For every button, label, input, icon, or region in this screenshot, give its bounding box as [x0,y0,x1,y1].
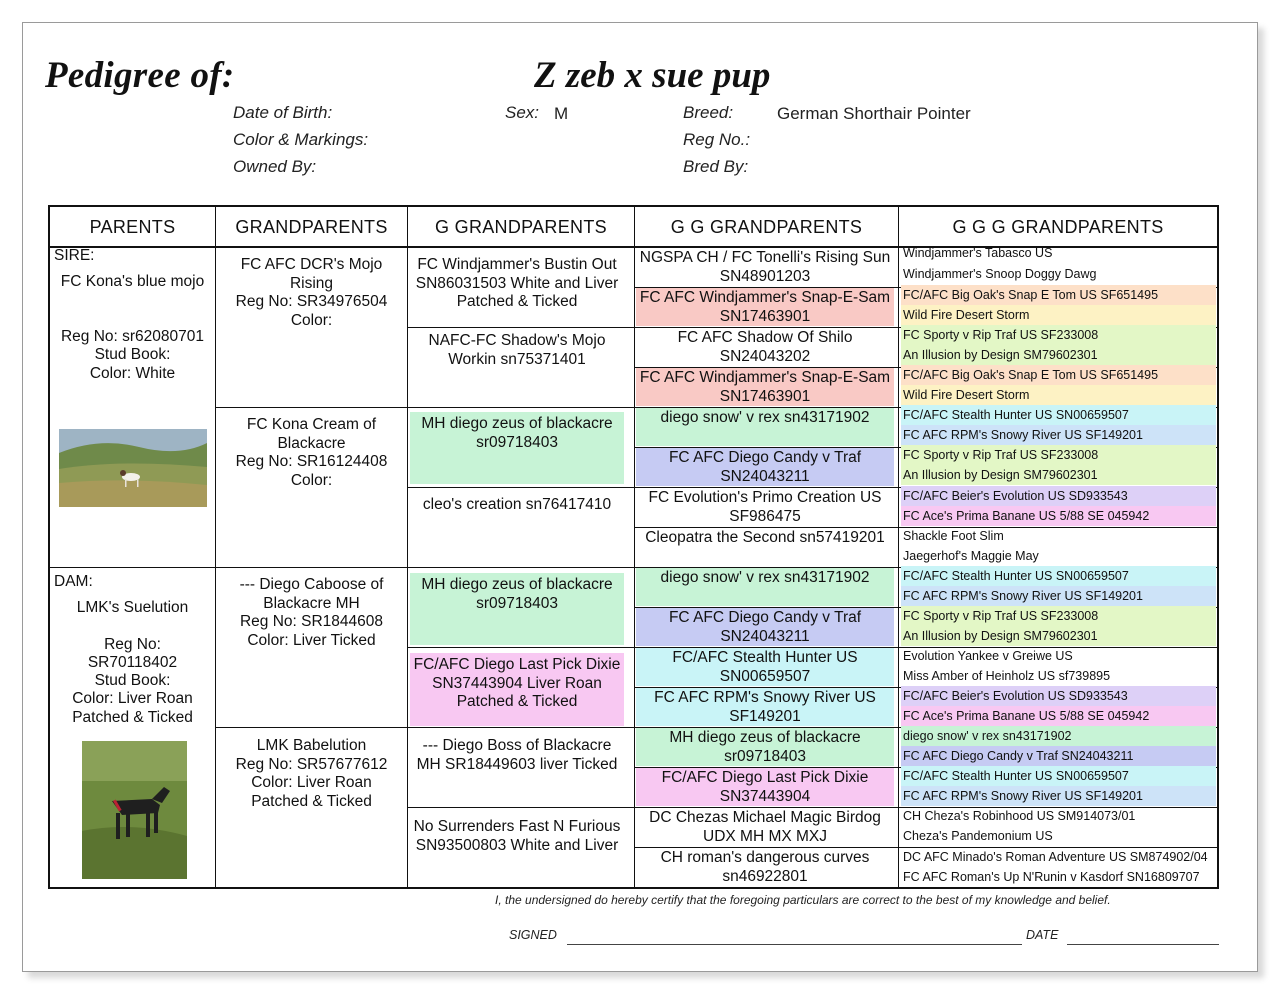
gg-grandparent-8: Cleopatra the Second sn57419201 [645,529,885,546]
sire-name: FC Kona's blue mojo [60,273,205,290]
signature-line[interactable] [567,944,1022,945]
header-parents: PARENTS [89,216,176,237]
ggg-grandparent-10: FC AFC RPM's Snowy River US SF149201 [901,425,1216,445]
sex-label: Sex: [505,103,540,122]
ggg-grandparent-31: DC AFC Minado's Roman Adventure US SM874902/04 [903,850,1208,864]
ggg-grandparent-2: Windjammer's Snoop Doggy Dawg [903,267,1097,281]
g-grandparent-2: NAFC-FC Shadow's Mojo Workin sn75371401 [428,332,606,368]
ggg-grandparent-4: Wild Fire Desert Storm [901,305,1216,325]
dam-color: Color: Liver Roan [72,690,193,707]
ggg-grandparent-7: FC/AFC Big Oak's Snap E Tom US SF651495 [901,365,1216,385]
header-g-grandparents: G GRANDPARENTS [435,216,607,237]
grandparent-4: LMK Babelution Reg No: SR57677612 Color: Liver Roan Patched & Ticked [235,737,388,810]
ggg-grandparent-16: Jaegerhof's Maggie May [903,549,1039,563]
dam-label: DAM: [54,573,93,590]
ggg-grandparent-27: FC/AFC Stealth Hunter US SN00659507 [901,766,1216,786]
ggg-grandparent-6: An Illusion by Design SM79602301 [901,345,1216,365]
g-grandparent-5: MH diego zeus of blackacre sr09718403 [410,573,624,645]
dam-reg-label: Reg No: [104,636,161,653]
column-divider [634,207,635,887]
ggg-grandparent-28: FC AFC RPM's Snowy River US SF149201 [901,786,1216,806]
sire-reg: Reg No: sr62080701 [60,328,205,345]
breed-value: German Shorthair Pointer [777,104,971,123]
gg-grandparent-16: CH roman's dangerous curves sn46922801 [660,849,870,885]
g-grandparent-8: No Surrenders Fast N Furious SN93500803 White and Liver [413,818,621,854]
gg-grandparent-4: FC AFC Windjammer's Snap-E-Sam SN17463901 [636,368,894,406]
gg-grandparent-2: FC AFC Windjammer's Snap-E-Sam SN17463901 [636,288,894,326]
header-ggg-grandparents: G G G GRANDPARENTS [952,216,1164,237]
reg-no-label: Reg No.: [683,130,751,149]
dam-name: LMK's Suelution [76,599,189,616]
ggg-grandparent-18: FC AFC RPM's Snowy River US SF149201 [901,586,1216,606]
gg-grandparent-6: FC AFC Diego Candy v Traf SN24043211 [636,448,894,486]
sire-color: Color: White [89,365,176,382]
ggg-grandparent-30: Cheza's Pandemonium US [903,829,1053,843]
header-gg-grandparents: G G GRANDPARENTS [670,216,863,237]
sire-label: SIRE: [54,247,95,264]
gg-grandparent-15: DC Chezas Michael Magic Birdog UDX MH MX MXJ [649,809,881,845]
bred-by-label: Bred By: [683,157,749,176]
ggg-grandparent-1: Windjammer's Tabasco US [903,246,1053,260]
ggg-grandparent-23: FC/AFC Beier's Evolution US SD933543 [901,686,1216,706]
gg-grandparent-12: FC AFC RPM's Snowy River US SF149201 [636,688,894,726]
grandparent-1: FC AFC DCR's Mojo Rising Reg No: SR34976504 Color: [235,256,388,329]
breed-label: Breed: [683,103,734,122]
dam-photo [82,741,187,884]
sire-photo [59,429,207,512]
ggg-grandparent-9: FC/AFC Stealth Hunter US SN00659507 [901,405,1216,425]
date-label: DATE [1026,928,1059,942]
gg-grandparent-14: FC/AFC Diego Last Pick Dixie SN37443904 [636,768,894,806]
sex-value: M [554,104,569,123]
date-of-birth-label: Date of Birth: [233,103,333,122]
g-grandparent-4: cleo's creation sn76417410 [422,496,612,513]
dam-stud-book: Stud Book: [94,672,171,689]
gg-grandparent-3: FC AFC Shadow Of Shilo SN24043202 [677,329,853,365]
gg-grandparent-1: NGSPA CH / FC Tonelli's Rising Sun SN48901203 [639,249,891,285]
gg-grandparent-13: MH diego zeus of blackacre sr09718403 [636,728,894,766]
signed-label: SIGNED [509,928,557,942]
ggg-grandparent-25: diego snow' v rex sn43171902 [901,726,1216,746]
ggg-grandparent-20: An Illusion by Design SM79602301 [901,626,1216,646]
ggg-grandparent-24: FC Ace's Prima Banane US 5/88 SE 045942 [901,706,1216,726]
owned-by-label: Owned By: [233,157,317,176]
gg-grandparent-11: FC/AFC Stealth Hunter US SN00659507 [636,648,894,686]
ggg-grandparent-14: FC Ace's Prima Banane US 5/88 SE 045942 [901,506,1216,526]
ggg-grandparent-21: Evolution Yankee v Greiwe US [903,649,1073,663]
header-grandparents: GRANDPARENTS [235,216,388,237]
g-grandparent-6: FC/AFC Diego Last Pick Dixie SN37443904 Liver Roan Patched & Ticked [410,653,624,726]
g-grandparent-1: FC Windjammer's Bustin Out SN86031503 White and Liver Patched & Ticked [415,256,619,310]
gg-grandparent-10: FC AFC Diego Candy v Traf SN24043211 [636,608,894,646]
ggg-grandparent-26: FC AFC Diego Candy v Traf SN24043211 [901,746,1216,766]
ggg-grandparent-12: An Illusion by Design SM79602301 [901,465,1216,485]
ggg-grandparent-22: Miss Amber of Heinholz US sf739895 [903,669,1111,683]
ggg-grandparent-19: FC Sporty v Rip Traf US SF233008 [901,606,1216,626]
g-grandparent-3: MH diego zeus of blackacre sr09718403 [410,412,624,484]
dam-reg-number: SR70118402 [87,654,178,671]
ggg-grandparent-8: Wild Fire Desert Storm [901,385,1216,405]
dam-markings: Patched & Ticked [72,709,193,726]
column-divider [407,207,408,887]
ggg-grandparent-11: FC Sporty v Rip Traf US SF233008 [901,445,1216,465]
ggg-grandparent-17: FC/AFC Stealth Hunter US SN00659507 [901,566,1216,586]
grandparent-2: FC Kona Cream of Blackacre Reg No: SR16124408 Color: [235,416,388,489]
sire-stud-book: Stud Book: [94,346,171,363]
gg-grandparent-9: diego snow' v rex sn43171902 [636,568,894,606]
color-markings-label: Color & Markings: [233,130,369,149]
pedigree-table [48,205,1219,889]
ggg-grandparent-5: FC Sporty v Rip Traf US SF233008 [901,325,1216,345]
grandparent-3: --- Diego Caboose of Blackacre MH Reg No: SR1844608 Color: Liver Ticked [239,576,384,649]
ggg-grandparent-13: FC/AFC Beier's Evolution US SD933543 [901,486,1216,506]
column-divider [898,207,899,887]
ggg-grandparent-15: Shackle Foot Slim [903,529,1004,543]
gg-grandparent-5: diego snow' v rex sn43171902 [636,408,894,446]
dog-name: Z zeb x sue pup [534,55,771,96]
gg-grandparent-7: FC Evolution's Primo Creation US SF986475 [648,489,882,525]
ggg-grandparent-3: FC/AFC Big Oak's Snap E Tom US SF651495 [901,285,1216,305]
ggg-grandparent-29: CH Cheza's Robinhood US SM914073/01 [903,809,1136,823]
g-grandparent-7: --- Diego Boss of Blackacre MH SR18449603 liver Ticked [416,737,618,773]
page-title: Pedigree of: [45,55,235,96]
ggg-grandparent-32: FC AFC Roman's Up N'Runin v Kasdorf SN16809707 [903,870,1200,884]
date-line[interactable] [1067,944,1219,945]
certification-text: I, the undersigned do hereby certify that the foregoing particulars are correct to the best of my knowledge and belief. [495,893,1111,907]
